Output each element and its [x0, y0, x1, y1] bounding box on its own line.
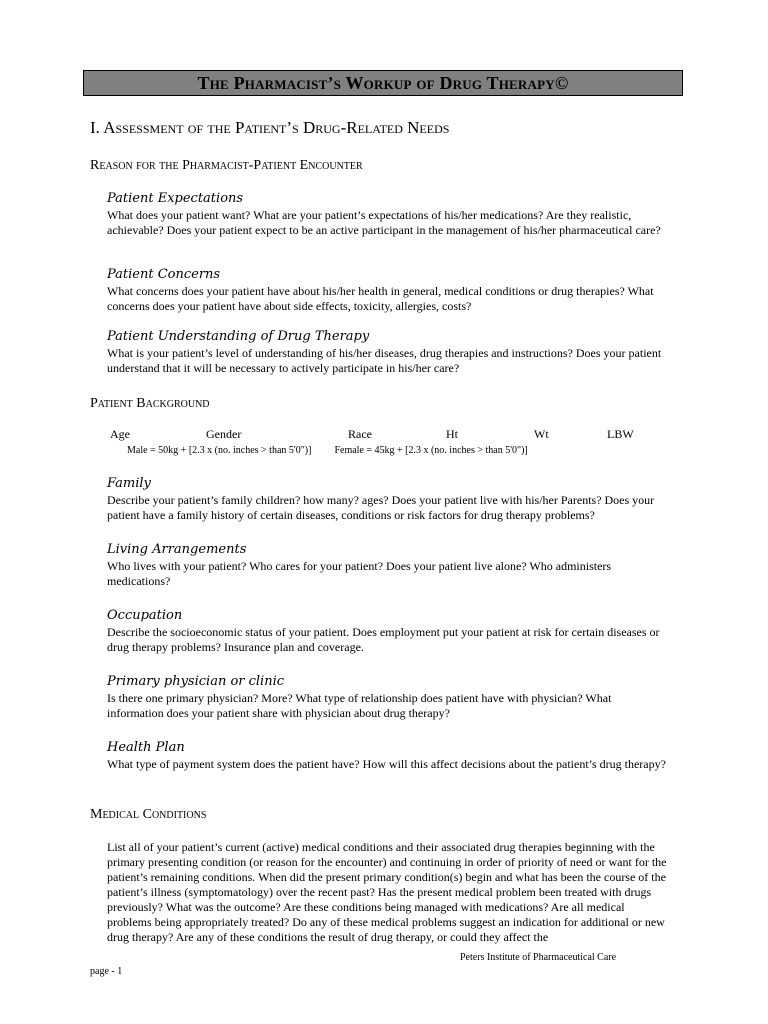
paragraph-patient-expectations: What does your patient want? What are your patient’s expectations of his/her medications? Are they realistic, achievable? Does your patient expect to be an active participant in the management of his/her pharmaceutical care? [107, 208, 661, 237]
paragraph-occupation: Describe the socioeconomic status of your patient. Does employment put your patient at risk for certain diseases or drug therapy problems? Insurance plan and coverage. [107, 625, 660, 654]
lbw-formula [127, 445, 528, 456]
paragraph-living-arrangements: Who lives with your patient? Who cares for your patient? Does your patient live alone? Who administers medications? [107, 559, 612, 588]
subheading-occupation: Occupation [107, 608, 183, 623]
formula-male: Male = 50kg + [2.3 x (no. inches > than 5'0")] [127, 445, 312, 456]
subheading-primary-physician: Primary physician or clinic [107, 674, 285, 689]
paragraph-health-plan: What type of payment system does the patient have? How will this affect decisions about the patient’s drug therapy? [107, 757, 666, 771]
subheading-living-arrangements: Living Arrangements [107, 542, 247, 557]
label-age: Age [110, 427, 130, 441]
subheading-patient-concerns: Patient Concerns [107, 267, 221, 282]
page-number: page - 1 [90, 966, 123, 977]
paragraph-patient-understanding: What is your patient’s level of understanding of his/her diseases, drug therapies and instructions? Does your patient understand that it will be necessary to actively participate in his/her care? [107, 346, 662, 375]
section-heading-assessment: I. Assessment of the Patient’s Drug-Related Needs [90, 118, 450, 137]
label-wt: Wt [534, 427, 549, 441]
label-race: Race [348, 427, 372, 441]
heading-patient-background: Patient Background [90, 396, 210, 411]
subheading-patient-expectations: Patient Expectations [107, 191, 244, 206]
footer-institute: Peters Institute of Pharmaceutical Care [460, 952, 617, 963]
subheading-family: Family [107, 476, 151, 491]
subheading-patient-understanding: Patient Understanding of Drug Therapy [107, 329, 370, 344]
paragraph-primary-physician: Is there one primary physician? More? What type of relationship does patient have with physician? What information does your patient share with physician about drug therapy? [107, 691, 612, 720]
label-gender: Gender [206, 427, 242, 441]
heading-reason-encounter: Reason for the Pharmacist-Patient Encounter [90, 158, 363, 173]
heading-medical-conditions: Medical Conditions [90, 807, 207, 822]
formula-female: Female = 45kg + [2.3 x (no. inches > than 5'0")] [334, 445, 528, 456]
paragraph-family: Describe your patient’s family children? how many? ages? Does your patient live with his/her Parents? Does your patient have a family history of certain diseases, conditions or risk factors for drug therapy problems? [107, 493, 655, 522]
demographics-row [110, 427, 670, 443]
paragraph-medical-conditions: List all of your patient’s current (active) medical conditions and their associated drug therapies beginning with the primary presenting condition (or reason for the encounter) and continuing in order of priority of need or want for the patient’s remaining conditions. When did the present primary condition(s) begin and what has been the course of the patient’s illness (symptomatology) over the recent past? Has the present medical problem been treated with drugs previously? What was the outcome? Are these conditions being managed with medications? Are all medical problems being appropriately treated? Do any of these medical problems suggest an indication for additional or new drug therapy? Are any of these conditions the result of drug therapy, or could they affect the [107, 840, 667, 944]
document-title: The Pharmacist’s Workup of Drug Therapy© [197, 72, 569, 93]
subheading-health-plan: Health Plan [107, 740, 185, 755]
title-banner [83, 70, 683, 96]
label-ht: Ht [446, 427, 458, 441]
paragraph-patient-concerns: What concerns does your patient have about his/her health in general, medical conditions or drug therapies? What concerns does your patient have about side effects, toxicity, allergies, costs? [107, 284, 654, 313]
label-lbw: LBW [607, 427, 634, 441]
